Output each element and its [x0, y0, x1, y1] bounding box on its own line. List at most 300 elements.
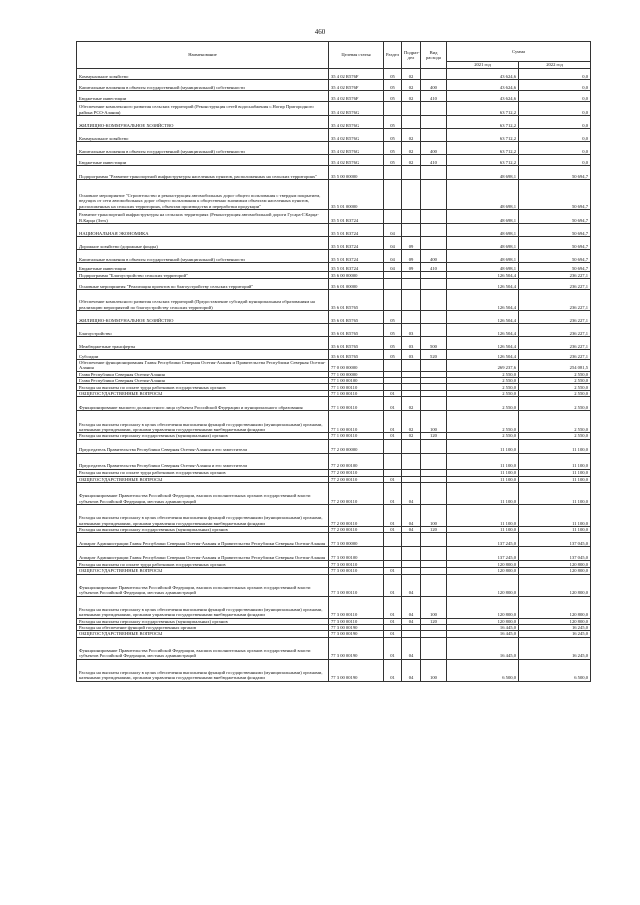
row-name: Расходы на выплаты персоналу государственных (муниципальных) органов	[77, 618, 329, 624]
row-subsection	[402, 453, 421, 469]
row-sum-2022: 120 800,0	[519, 561, 591, 568]
row-sum-2021: 137 245,0	[447, 533, 519, 547]
row-code: 35 5 01 R3724	[329, 224, 384, 237]
table-row	[77, 547, 591, 561]
row-expense-type	[421, 272, 447, 279]
row-name: Обеспечение функционирования Главы Республики Северная Осетия-Алания и Правительства Республики Северная Осетия-Алания	[77, 360, 329, 372]
header-sum: Сумма	[447, 42, 591, 62]
table-row	[77, 371, 591, 377]
row-section: 05	[384, 91, 402, 102]
row-code: 35 6 01 R5765	[329, 290, 384, 311]
row-sum-2022: 236 227,1	[519, 324, 591, 337]
row-code: 77 3 00 00110	[329, 561, 384, 568]
row-name: Расходы на выплаты персоналу в целях обеспечения выполнения функций государственными (муниципальными) органами, казенными учреждениями, органами управления государственными внебюджетными фондами	[77, 596, 329, 618]
row-sum-2021: 43 624,6	[447, 91, 519, 102]
row-section: 01	[384, 527, 402, 533]
table-row	[77, 476, 591, 482]
row-code: 77 2 00 00100	[329, 453, 384, 469]
row-code: 77 3 00 00000	[329, 533, 384, 547]
row-subsection: 04	[402, 527, 421, 533]
row-name: Благоустройство	[77, 324, 329, 337]
row-sum-2021: 2 550,0	[447, 377, 519, 383]
row-sum-2021: 11 100,0	[447, 453, 519, 469]
row-sum-2021: 63 712,2	[447, 116, 519, 129]
row-section: 01	[384, 574, 402, 596]
row-section	[384, 102, 402, 116]
row-code: 77 1 00 00100	[329, 377, 384, 383]
row-sum-2021: 11 100,0	[447, 527, 519, 533]
row-name: Коммунальное хозяйство	[77, 129, 329, 142]
row-expense-type	[421, 360, 447, 372]
row-sum-2021: 2 550,0	[447, 371, 519, 377]
row-sum-2021: 11 100,0	[447, 439, 519, 453]
row-subsection: 02	[402, 80, 421, 91]
row-name: Бюджетные инвестиции	[77, 263, 329, 272]
row-expense-type: 100	[421, 411, 447, 433]
row-sum-2022: 11 100,0	[519, 469, 591, 476]
table-row	[77, 279, 591, 290]
row-expense-type	[421, 102, 447, 116]
row-expense-type	[421, 561, 447, 568]
row-name: Функционирование Правительства Российской Федерации, высших исполнительных органов государственной власти субъектов Российской Федерации, местных администраций	[77, 574, 329, 596]
row-sum-2022: 50 694,7	[519, 250, 591, 263]
table-row	[77, 155, 591, 166]
row-sum-2021: 48 698,1	[447, 237, 519, 250]
row-code: 77 3 00 00190	[329, 637, 384, 659]
row-code: 35 5 01 R3724	[329, 210, 384, 224]
row-section	[384, 469, 402, 476]
table-row	[77, 439, 591, 453]
table-row	[77, 166, 591, 180]
row-sum-2021: 48 698,1	[447, 250, 519, 263]
row-name: Расходы на выплаты персоналу в целях обеспечения выполнения функций государственными (муниципальными) органами, казенными учреждениями, органами управления государственными внебюджетными фондами	[77, 411, 329, 433]
row-sum-2021: 48 698,1	[447, 224, 519, 237]
row-subsection: 04	[402, 574, 421, 596]
row-name: Председатель Правительства Республики Северная Осетия-Алания и его заместители	[77, 439, 329, 453]
row-expense-type	[421, 547, 447, 561]
row-code: 77 3 00 00190	[329, 624, 384, 630]
header-year-2021: 2021 год	[447, 62, 519, 69]
row-sum-2022: 50 694,7	[519, 166, 591, 180]
row-sum-2022: 236 227,1	[519, 350, 591, 360]
row-subsection: 09	[402, 250, 421, 263]
row-name: Обеспечение комплексного развития сельских территорий (Предоставление субсидий муниципальным образованиям на реализацию мероприятий по благоустройству сельских территорий)	[77, 290, 329, 311]
row-code: 77 1 00 00110	[329, 397, 384, 411]
row-section: 05	[384, 155, 402, 166]
row-code: 77 1 00 00110	[329, 391, 384, 397]
row-subsection: 04	[402, 618, 421, 624]
row-name: Расходы на выплаты персоналу в целях обеспечения выполнения функций государственными (муниципальными) органами, казенными учреждениями, органами управления государственными внебюджетными фондами	[77, 659, 329, 681]
row-sum-2021: 2 550,0	[447, 433, 519, 439]
row-subsection	[402, 116, 421, 129]
row-expense-type	[421, 311, 447, 324]
row-sum-2022: 0,0	[519, 80, 591, 91]
row-section: 01	[384, 411, 402, 433]
row-subsection: 04	[402, 637, 421, 659]
row-name: Капитальные вложения в объекты государственной (муниципальной) собственности	[77, 142, 329, 155]
row-sum-2021: 2 550,0	[447, 391, 519, 397]
row-sum-2022: 6 500,0	[519, 659, 591, 681]
table-row	[77, 397, 591, 411]
row-name: Бюджетные инвестиции	[77, 155, 329, 166]
row-code: 35 5 01 R3724	[329, 263, 384, 272]
row-expense-type	[421, 279, 447, 290]
header-year-2022: 2022 год	[519, 62, 591, 69]
row-subsection: 04	[402, 483, 421, 505]
row-name: Бюджетные инвестиции	[77, 91, 329, 102]
row-code: 77 2 00 00000	[329, 439, 384, 453]
row-section	[384, 453, 402, 469]
row-section	[384, 180, 402, 210]
table-row	[77, 624, 591, 630]
row-section: 01	[384, 596, 402, 618]
row-expense-type	[421, 533, 447, 547]
row-sum-2021: 126 504,4	[447, 290, 519, 311]
row-section: 04	[384, 237, 402, 250]
row-expense-type	[421, 469, 447, 476]
row-section: 05	[384, 80, 402, 91]
table-body	[77, 69, 591, 682]
row-sum-2021: 43 624,6	[447, 69, 519, 80]
row-sum-2021: 48 698,1	[447, 180, 519, 210]
row-subsection	[402, 180, 421, 210]
row-subsection: 02	[402, 155, 421, 166]
row-sum-2022: 50 694,7	[519, 224, 591, 237]
row-sum-2022: 50 694,7	[519, 237, 591, 250]
row-name: Функционирование высшего должностного лица субъекта Российской Федерации и муниципального образования	[77, 397, 329, 411]
row-expense-type	[421, 116, 447, 129]
row-subsection	[402, 561, 421, 568]
row-code: 77 2 00 00110	[329, 469, 384, 476]
row-name: Расходы на выплаты персоналу государственных (муниципальных) органов	[77, 433, 329, 439]
row-section	[384, 272, 402, 279]
table-row	[77, 102, 591, 116]
row-sum-2022: 2 550,0	[519, 377, 591, 383]
row-subsection: 04	[402, 659, 421, 681]
row-sum-2022: 50 694,7	[519, 263, 591, 272]
row-section: 04	[384, 250, 402, 263]
row-code: 35 4 02 R576F	[329, 91, 384, 102]
row-sum-2022: 11 100,0	[519, 505, 591, 527]
row-subsection: 04	[402, 596, 421, 618]
row-expense-type	[421, 129, 447, 142]
table-row	[77, 483, 591, 505]
row-expense-type: 100	[421, 505, 447, 527]
row-section: 05	[384, 311, 402, 324]
table-row	[77, 290, 591, 311]
row-sum-2022: 137 045,0	[519, 533, 591, 547]
row-name: Расходы на выплаты по оплате труда работников государственных органов	[77, 384, 329, 391]
table-row	[77, 272, 591, 279]
row-expense-type	[421, 397, 447, 411]
row-name: Глава Республики Северная Осетия-Алания	[77, 377, 329, 383]
row-name: Дорожное хозяйство (дорожные фонды)	[77, 237, 329, 250]
row-subsection: 02	[402, 129, 421, 142]
header-name: Наименование	[77, 42, 329, 69]
row-code: 77 3 00 00190	[329, 659, 384, 681]
row-sum-2022: 0,0	[519, 142, 591, 155]
row-code: 35 5 01 R3724	[329, 237, 384, 250]
row-sum-2021: 63 712,2	[447, 129, 519, 142]
row-section: 05	[384, 337, 402, 350]
row-sum-2022: 236 227,1	[519, 311, 591, 324]
row-sum-2021: 120 800,0	[447, 618, 519, 624]
row-name: Функционирование Правительства Российской Федерации, высших исполнительных органов государственной власти субъектов Российской Федерации, местных администраций	[77, 483, 329, 505]
row-subsection: 02	[402, 411, 421, 433]
table-row	[77, 596, 591, 618]
row-sum-2022: 236 227,1	[519, 337, 591, 350]
row-section	[384, 533, 402, 547]
row-name: Подпрограмма "Развитие транспортной инфраструктуры населенных пунктов, расположенных на сельских территориях"	[77, 166, 329, 180]
row-code: 35 4 02 R576G	[329, 116, 384, 129]
table-row	[77, 69, 591, 80]
row-code: 35 6 01 R5765	[329, 311, 384, 324]
row-code: 35 4 02 R576G	[329, 142, 384, 155]
row-sum-2022: 0,0	[519, 91, 591, 102]
row-sum-2022: 120 800,0	[519, 574, 591, 596]
row-section: 05	[384, 116, 402, 129]
row-section: 01	[384, 483, 402, 505]
row-subsection: 02	[402, 433, 421, 439]
row-sum-2021: 126 504,4	[447, 337, 519, 350]
row-name: Основное мероприятие "Строительство и реконструкция автомобильных дорог общего пользования с твердым покрытием, ведущих от сети автомобильных дорог общего пользования к общественно значимым объектам населенных пунктов, расположенных на сельских территориях, объектам производства и переработки продукции"	[77, 180, 329, 210]
row-code: 77 3 00 00100	[329, 547, 384, 561]
row-sum-2022: 11 100,0	[519, 453, 591, 469]
table-row	[77, 453, 591, 469]
row-sum-2021: 126 504,4	[447, 350, 519, 360]
row-section	[384, 561, 402, 568]
row-sum-2022: 11 100,0	[519, 476, 591, 482]
row-expense-type	[421, 210, 447, 224]
row-expense-type	[421, 324, 447, 337]
row-subsection	[402, 224, 421, 237]
table-row	[77, 210, 591, 224]
row-section: 05	[384, 129, 402, 142]
row-section	[384, 547, 402, 561]
row-section: 01	[384, 637, 402, 659]
table-row	[77, 311, 591, 324]
table-row	[77, 224, 591, 237]
page-number: 460	[314, 28, 326, 36]
row-name: Расходы на выплаты по оплате труда работников государственных органов	[77, 469, 329, 476]
row-sum-2022: 50 694,7	[519, 210, 591, 224]
row-expense-type	[421, 180, 447, 210]
table-row	[77, 533, 591, 547]
row-name: Расходы на обеспечение функций государственных органов	[77, 624, 329, 630]
row-section: 05	[384, 69, 402, 80]
row-name: Развитие транспортной инфраструктуры на сельских территориях (Реконструкция автомобильной дороги Гусара-Г.Карца-В.Карца (Зэтх)	[77, 210, 329, 224]
row-section: 04	[384, 224, 402, 237]
header-code: Целевая статья	[329, 42, 384, 69]
row-sum-2022: 2 550,0	[519, 433, 591, 439]
row-code: 35 5 01 R3724	[329, 250, 384, 263]
row-name: Обеспечение комплексного развития сельских территорий (Реконструкция сетей водоснабжения с.Ногир Пригородного района РСО-Алания)	[77, 102, 329, 116]
row-name: Председатель Правительства Республики Северная Осетия-Алания и его заместители	[77, 453, 329, 469]
row-code: 35 5 00 00000	[329, 166, 384, 180]
table-row	[77, 237, 591, 250]
row-subsection: 04	[402, 505, 421, 527]
table-row	[77, 469, 591, 476]
row-sum-2022: 0,0	[519, 155, 591, 166]
row-subsection: 03	[402, 337, 421, 350]
table-row	[77, 659, 591, 681]
row-sum-2021: 48 698,1	[447, 263, 519, 272]
row-sum-2022: 2 550,0	[519, 371, 591, 377]
row-code: 77 2 00 00110	[329, 527, 384, 533]
row-name: ЖИЛИЩНО-КОММУНАЛЬНОЕ ХОЗЯЙСТВО	[77, 116, 329, 129]
row-section: 01	[384, 397, 402, 411]
row-code: 77 1 00 00000	[329, 371, 384, 377]
row-expense-type: 400	[421, 80, 447, 91]
row-code: 77 1 00 00110	[329, 433, 384, 439]
row-section	[384, 279, 402, 290]
row-subsection: 02	[402, 397, 421, 411]
row-section: 01	[384, 476, 402, 482]
table-row	[77, 384, 591, 391]
row-code: 77 0 00 00000	[329, 360, 384, 372]
row-code: 77 3 00 00110	[329, 618, 384, 624]
row-sum-2022: 120 800,0	[519, 568, 591, 574]
row-sum-2021: 43 624,6	[447, 80, 519, 91]
row-code: 35 6 01 R5765	[329, 350, 384, 360]
row-name: НАЦИОНАЛЬНАЯ ЭКОНОМИКА	[77, 224, 329, 237]
table-row	[77, 574, 591, 596]
row-subsection	[402, 166, 421, 180]
table-row	[77, 433, 591, 439]
row-section: 05	[384, 142, 402, 155]
table-row	[77, 142, 591, 155]
row-code: 35 4 02 R576F	[329, 69, 384, 80]
row-expense-type	[421, 224, 447, 237]
row-code: 77 3 00 00110	[329, 596, 384, 618]
row-expense-type	[421, 483, 447, 505]
row-code: 77 1 00 00110	[329, 384, 384, 391]
row-section: 01	[384, 631, 402, 637]
row-subsection: 03	[402, 324, 421, 337]
row-subsection	[402, 311, 421, 324]
row-section	[384, 384, 402, 391]
row-name: Глава Республики Северная Осетия-Алания	[77, 371, 329, 377]
row-sum-2021: 16 445,0	[447, 624, 519, 630]
row-subsection: 02	[402, 69, 421, 80]
row-sum-2021: 11 100,0	[447, 505, 519, 527]
row-name: Коммунальное хозяйство	[77, 69, 329, 80]
row-sum-2022: 0,0	[519, 129, 591, 142]
row-expense-type: 400	[421, 142, 447, 155]
row-section: 01	[384, 568, 402, 574]
row-expense-type: 500	[421, 337, 447, 350]
row-code: 35 4 02 R576G	[329, 155, 384, 166]
row-name: Расходы на выплаты персоналу государственных (муниципальных) органов	[77, 527, 329, 533]
row-sum-2021: 6 500,0	[447, 659, 519, 681]
row-subsection: 02	[402, 91, 421, 102]
table-row	[77, 637, 591, 659]
row-subsection	[402, 533, 421, 547]
row-sum-2021: 63 712,2	[447, 142, 519, 155]
row-name: Аппарат Администрации Главы Республики Северная Осетия-Алания и Правительства Республики Северная Осетия-Алания	[77, 547, 329, 561]
row-sum-2021: 269 237,6	[447, 360, 519, 372]
row-code: 77 2 00 00110	[329, 505, 384, 527]
row-name: Функционирование Правительства Российской Федерации, высших исполнительных органов государственной власти субъектов Российской Федерации, местных администраций	[77, 637, 329, 659]
row-section	[384, 210, 402, 224]
row-subsection: 09	[402, 237, 421, 250]
row-code: 77 2 00 00110	[329, 483, 384, 505]
row-sum-2022: 236 227,1	[519, 279, 591, 290]
row-expense-type	[421, 69, 447, 80]
row-section	[384, 166, 402, 180]
row-sum-2021: 126 504,4	[447, 272, 519, 279]
row-code: 35 6 00 00000	[329, 272, 384, 279]
row-expense-type	[421, 237, 447, 250]
table-row	[77, 350, 591, 360]
row-subsection: 09	[402, 263, 421, 272]
row-sum-2022: 11 100,0	[519, 483, 591, 505]
header-subsection: Подраз-дел	[402, 42, 421, 69]
row-name: Основные мероприятия "Реализация проектов по благоустройству сельских территорий"	[77, 279, 329, 290]
row-sum-2021: 16 445,0	[447, 637, 519, 659]
row-subsection	[402, 102, 421, 116]
table-row	[77, 324, 591, 337]
row-expense-type	[421, 453, 447, 469]
header-section: Раздел	[384, 42, 402, 69]
row-sum-2021: 2 550,0	[447, 411, 519, 433]
row-section	[384, 360, 402, 372]
row-subsection	[402, 279, 421, 290]
row-sum-2022: 236 227,1	[519, 290, 591, 311]
table-row	[77, 360, 591, 372]
row-code: 35 6 01 00000	[329, 279, 384, 290]
row-sum-2022: 2 550,0	[519, 397, 591, 411]
row-subsection	[402, 469, 421, 476]
row-expense-type	[421, 439, 447, 453]
row-section: 01	[384, 433, 402, 439]
row-expense-type: 410	[421, 155, 447, 166]
row-sum-2022: 0,0	[519, 116, 591, 129]
row-code: 77 1 00 00110	[329, 411, 384, 433]
table-row	[77, 505, 591, 527]
row-sum-2021: 63 712,2	[447, 102, 519, 116]
table-row	[77, 391, 591, 397]
row-code: 77 3 00 00110	[329, 568, 384, 574]
table-row	[77, 80, 591, 91]
table-row	[77, 561, 591, 568]
table-row	[77, 129, 591, 142]
budget-table	[76, 41, 591, 682]
row-code: 77 2 00 00110	[329, 476, 384, 482]
row-expense-type: 400	[421, 250, 447, 263]
row-sum-2022: 137 045,0	[519, 547, 591, 561]
row-sum-2021: 63 712,2	[447, 155, 519, 166]
row-sum-2022: 254 081,5	[519, 360, 591, 372]
row-expense-type: 120	[421, 618, 447, 624]
row-sum-2022: 2 550,0	[519, 411, 591, 433]
row-sum-2022: 236 227,1	[519, 272, 591, 279]
row-sum-2021: 11 100,0	[447, 476, 519, 482]
row-sum-2021: 137 245,0	[447, 547, 519, 561]
row-section: 01	[384, 505, 402, 527]
table-row	[77, 568, 591, 574]
row-expense-type: 100	[421, 596, 447, 618]
row-expense-type: 120	[421, 527, 447, 533]
row-name: Аппарат Администрации Главы Республики Северная Осетия-Алания и Правительства Республики Северная Осетия-Алания	[77, 533, 329, 547]
row-section: 01	[384, 391, 402, 397]
table-row	[77, 180, 591, 210]
row-subsection	[402, 360, 421, 372]
row-expense-type	[421, 574, 447, 596]
row-sum-2022: 16 245,0	[519, 637, 591, 659]
row-sum-2022: 50 694,7	[519, 180, 591, 210]
row-subsection	[402, 384, 421, 391]
